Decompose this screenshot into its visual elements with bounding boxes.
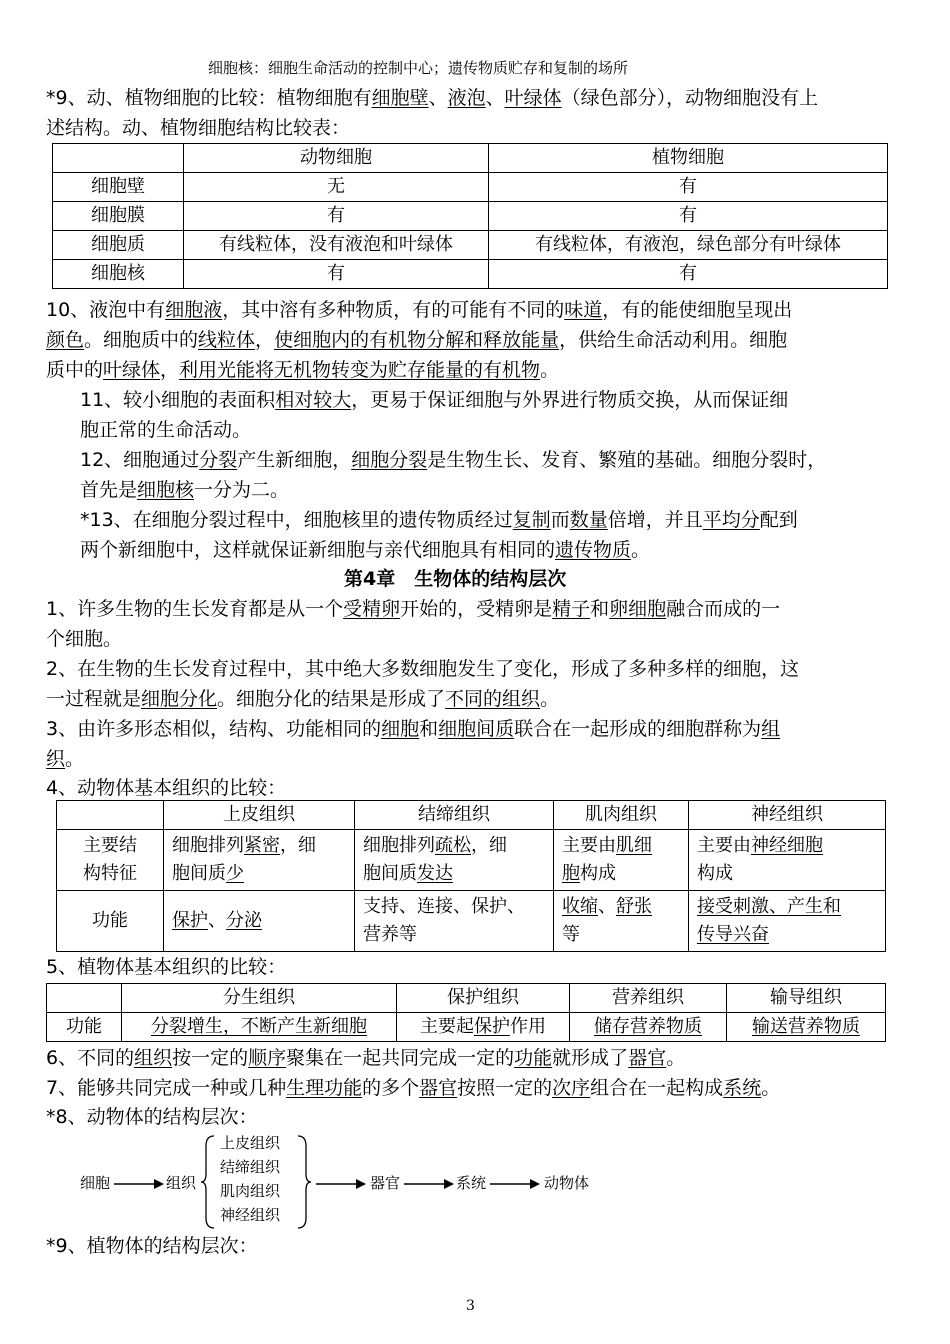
chapter4-item-2-line2: 一过程就是细胞分化。细胞分化的结果是形成了不同的组织。 [46,688,560,710]
table1-cell: 有 [489,202,888,231]
table2-cell: 收缩、舒张 等 [554,891,689,952]
diagram-organ: 器官 [370,1174,401,1192]
diagram-animal: 动物体 [544,1174,590,1192]
right-brace-icon [296,1134,312,1230]
page-header: 细胞核：细胞生命活动的控制中心；遗传物质贮存和复制的场所 [208,59,629,77]
paragraph-12-line2: 首先是细胞核一分为二。 [80,479,290,501]
table3-header: 分生组织 [122,984,397,1013]
table1-row-label: 细胞壁 [53,173,184,202]
paragraph-12: 12、细胞通过分裂产生新细胞，细胞分裂是生物生长、发育、繁殖的基础。细胞分裂时， [80,449,827,471]
table3-header-empty [47,984,122,1013]
table2-header: 结缔组织 [355,801,554,830]
diagram-tissue-item: 上皮组织 [220,1134,281,1152]
paragraph-9-line2: 述结构。动、植物细胞结构比较表： [46,117,351,139]
cell-comparison-table [52,143,888,289]
table3-cell: 输送营养物质 [727,1013,886,1042]
chapter4-item-8: *8、动物体的结构层次： [46,1106,258,1128]
table1-header: 植物细胞 [489,144,888,173]
arrow-right-icon [316,1178,366,1190]
table1-cell: 有 [489,260,888,289]
diagram-tissue-item: 神经组织 [220,1206,281,1224]
paragraph-10-line2: 颜色。细胞质中的线粒体，使细胞内的有机物分解和释放能量，供给生命活动利用。细胞 [46,329,788,351]
chapter4-item-1: 1、许多生物的生长发育都是从一个受精卵开始的，受精卵是精子和卵细胞融合而成的一 [46,598,781,620]
diagram-tissue-item: 结缔组织 [220,1158,281,1176]
plant-tissue-table [46,983,886,1042]
table1-cell: 有 [184,260,489,289]
chapter4-item-3: 3、由许多形态相似，结构、功能相同的细胞和细胞间质联合在一起形成的细胞群称为组 [46,718,781,740]
table1-cell: 有 [184,202,489,231]
diagram-tissue: 组织 [166,1174,197,1192]
table2-header: 神经组织 [689,801,886,830]
diagram-tissue-item: 肌肉组织 [220,1182,281,1200]
table2-row-label: 主要结 构特征 [57,830,164,891]
animal-hierarchy-diagram [60,1130,620,1230]
table3-header: 保护组织 [397,984,570,1013]
diagram-system: 系统 [456,1174,487,1192]
chapter4-item-3-line2: 织。 [46,748,85,770]
animal-tissue-table [56,800,886,952]
arrow-right-icon [404,1178,454,1190]
arrow-right-icon [490,1178,540,1190]
table1-cell: 无 [184,173,489,202]
table1-row-label: 细胞核 [53,260,184,289]
table1-cell: 有线粒体，没有液泡和叶绿体 [184,231,489,260]
paragraph-10-line3: 质中的叶绿体，利用光能将无机物转变为贮存能量的有机物。 [46,359,560,381]
table1-row-label: 细胞膜 [53,202,184,231]
table2-cell: 细胞排列紧密，细 胞间质少 [164,830,355,891]
chapter-title: 第4章 生物体的结构层次 [344,568,567,590]
chapter4-item-4: 4、动物体基本组织的比较： [46,777,287,799]
table2-header-empty [57,801,164,830]
chapter4-item-2: 2、在生物的生长发育过程中，其中绝大多数细胞发生了变化，形成了多种多样的细胞，这 [46,658,800,680]
table3-row-label: 功能 [47,1013,122,1042]
table1-header-empty [53,144,184,173]
table2-cell: 支持、连接、保护、 营养等 [355,891,554,952]
table2-header: 肌肉组织 [554,801,689,830]
table2-header: 上皮组织 [164,801,355,830]
table2-cell: 细胞排列疏松，细 胞间质发达 [355,830,554,891]
chapter4-item-5: 5、植物体基本组织的比较： [46,956,287,978]
paragraph-11: 11、较小细胞的表面积相对较大，更易于保证细胞与外界进行物质交换，从而保证细 [80,389,789,411]
page-number: 3 [466,1298,475,1314]
table3-cell: 分裂增生，不断产生新细胞 [122,1013,397,1042]
chapter4-item-7: 7、能够共同完成一种或几种生理功能的多个器官按照一定的次序组合在一起构成系统。 [46,1077,781,1099]
table2-cell: 保护、分泌 [164,891,355,952]
table2-cell: 主要由肌细 胞构成 [554,830,689,891]
table2-row-label: 功能 [57,891,164,952]
arrow-right-icon [114,1178,164,1190]
diagram-cell: 细胞 [80,1174,111,1192]
chapter4-item-1-line2: 个细胞。 [46,628,123,650]
table1-row-label: 细胞质 [53,231,184,260]
paragraph-9: *9、动、植物细胞的比较：植物细胞有细胞壁、液泡、叶绿体（绿色部分），动物细胞没有上 [46,87,819,109]
table2-cell: 接受刺激、产生和 传导兴奋 [689,891,886,952]
table3-cell: 主要起保护作用 [397,1013,570,1042]
chapter4-item-6: 6、不同的组织按一定的顺序聚集在一起共同完成一定的功能就形成了器官。 [46,1047,686,1069]
table3-cell: 储存营养物质 [570,1013,727,1042]
paragraph-11-line2: 胞正常的生命活动。 [80,419,252,441]
table3-header: 输导组织 [727,984,886,1013]
chapter4-item-9: *9、植物体的结构层次： [46,1235,258,1257]
paragraph-10: 10、液泡中有细胞液，其中溶有多种物质，有的可能有不同的味道，有的能使细胞呈现出 [46,299,793,321]
table1-cell: 有线粒体，有液泡，绿色部分有叶绿体 [489,231,888,260]
paragraph-13-line2: 两个新细胞中，这样就保证新细胞与亲代细胞具有相同的遗传物质。 [80,539,651,561]
table1-cell: 有 [489,173,888,202]
table2-cell: 主要由神经细胞 构成 [689,830,886,891]
table3-header: 营养组织 [570,984,727,1013]
table1-header: 动物细胞 [184,144,489,173]
paragraph-13: *13、在细胞分裂过程中，细胞核里的遗传物质经过复制而数量倍增，并且平均分配到 [80,509,798,531]
left-brace-icon [200,1134,216,1230]
